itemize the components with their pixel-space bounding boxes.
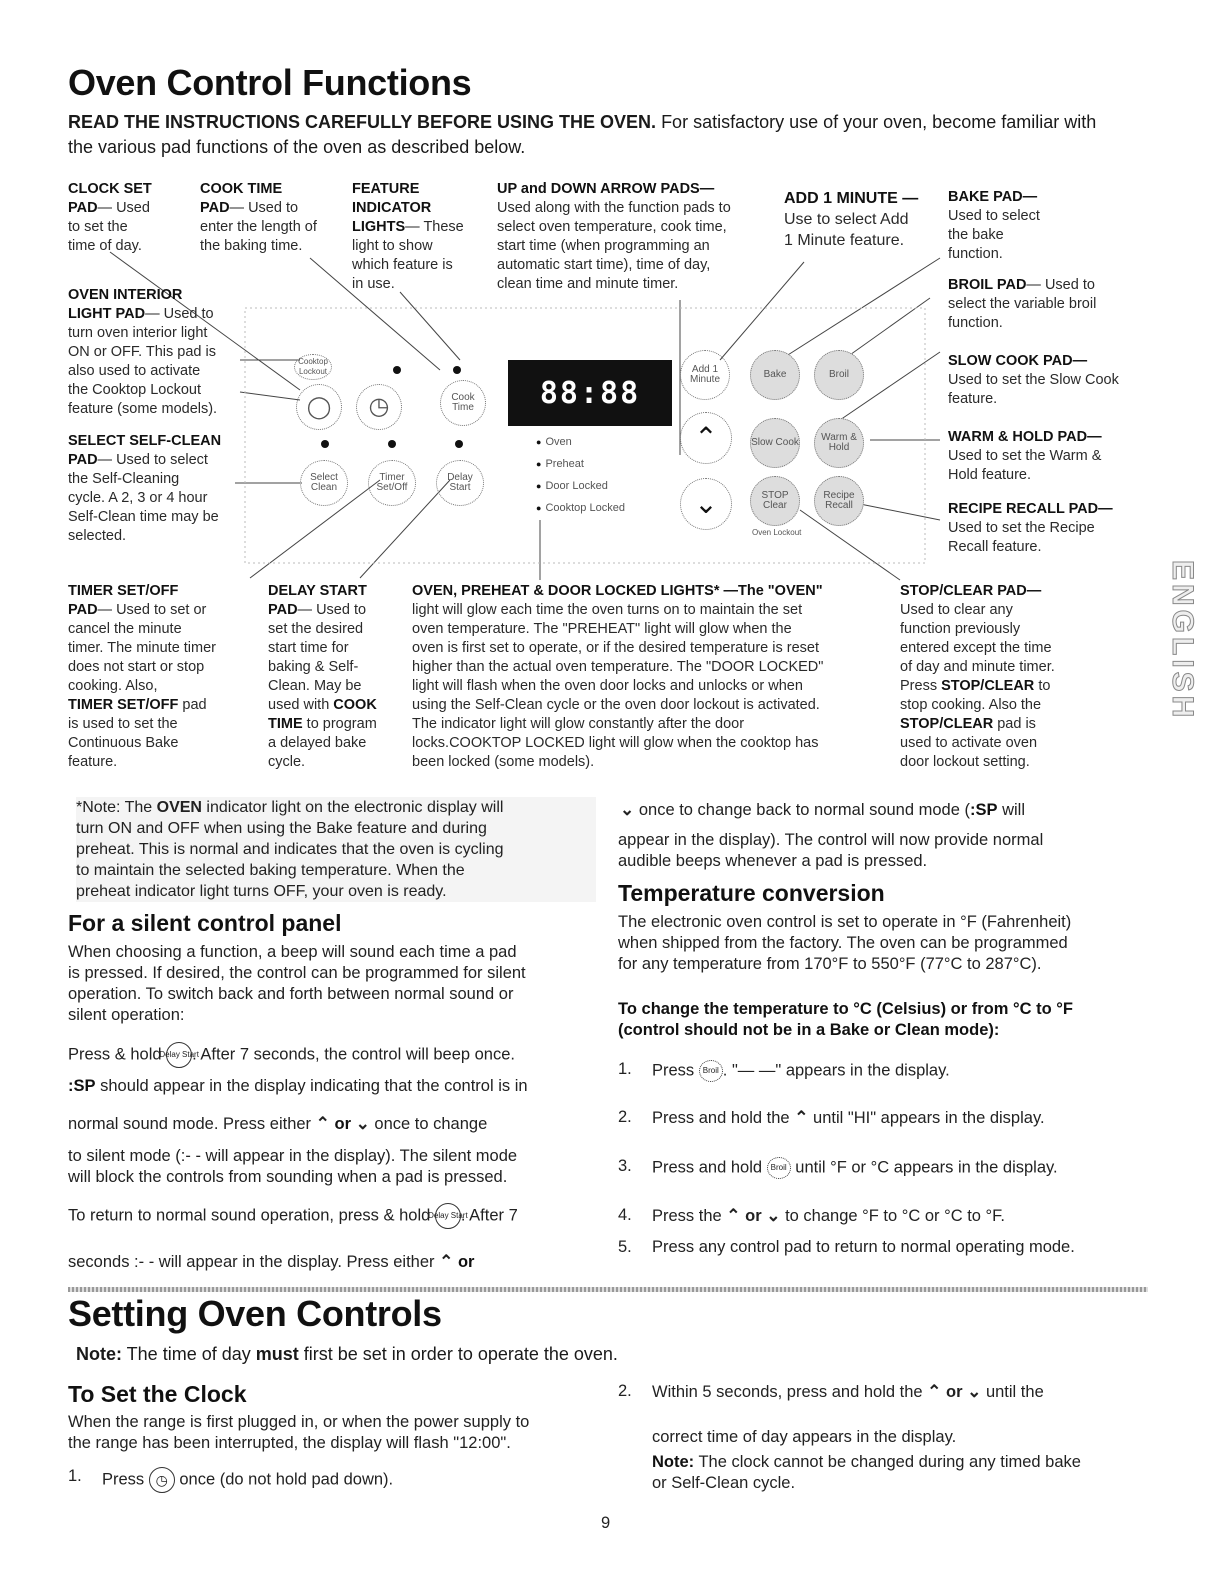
silent-para0: When choosing a function, a beep will sound each time a pad — [68, 943, 517, 961]
timer-after-bold: pad — [178, 697, 207, 713]
label-lights — [412, 582, 892, 772]
clock-note-label: Note: — [652, 1453, 695, 1471]
step-text: Press any control pad to return to normal operating mode. — [652, 1238, 1075, 1256]
clock-step-1 — [68, 1467, 588, 1493]
label-clock-set — [68, 180, 188, 256]
timer-text2-0: is used to set the — [68, 716, 178, 732]
lights-line1: oven temperature. The "PREHEAT" light will glow when the — [412, 621, 792, 637]
temp-para2: for any temperature from 170°F to 550°F (77°C to 287°C). — [618, 955, 1042, 973]
warm-hold-pad[interactable]: Warm & Hold — [814, 418, 864, 468]
lights-line8: been locked (some models). — [412, 754, 595, 770]
timer-bold: TIMER SET/OFF — [68, 697, 179, 713]
leader-feature — [400, 292, 460, 360]
broil-text2: function. — [948, 315, 1003, 331]
temp-para — [618, 912, 1158, 975]
arrows-head: UP and DOWN ARROW PADS— — [497, 181, 715, 197]
stop-text3-1: door lockout setting. — [900, 754, 1030, 770]
clock-icon[interactable]: ◷ — [356, 384, 402, 430]
normal-pre: normal sound mode. Press either — [68, 1115, 312, 1133]
step-pre: Within 5 seconds, press and hold the — [652, 1383, 923, 1401]
return-pre: To return to normal sound operation, press & hold — [68, 1206, 431, 1225]
oven-light-text4: the Cooktop Lockout — [68, 382, 202, 398]
temp-step-2 — [618, 1108, 1158, 1132]
indicator-dot — [453, 366, 461, 374]
bake-text2: the bake — [948, 227, 1004, 243]
sp-rest: should appear in the display indicating that the control is in — [95, 1077, 528, 1095]
self-clean-text0: — Used to select — [97, 452, 208, 468]
broil-head: BROIL PAD — [948, 277, 1027, 293]
add1-text2: 1 Minute feature. — [784, 232, 905, 249]
label-timer — [68, 582, 243, 772]
indicator-oven: ● Oven — [536, 436, 572, 448]
silent-mode-lines — [68, 1146, 598, 1188]
page-number: 9 — [601, 1514, 611, 1532]
step-number: 3. — [618, 1157, 632, 1175]
once-change: once to change — [374, 1115, 488, 1133]
section-divider — [68, 1287, 1148, 1292]
recipe-recall-pad[interactable]: Recipe Recall — [814, 476, 864, 526]
clock-para0: When the range is first plugged in, or when the power supply to — [68, 1413, 530, 1431]
delay-text4: Clean. May be — [268, 678, 362, 694]
press-hold-text: Press & hold — [68, 1045, 162, 1064]
step-post: once (do not hold pad down). — [179, 1470, 394, 1489]
delay-start-pad[interactable]: Delay Start — [436, 460, 484, 506]
or-text: or — [457, 1253, 475, 1271]
silent-seconds-line — [68, 1251, 474, 1273]
intro-bold: READ THE INSTRUCTIONS CAREFULLY BEFORE USING THE OVEN. — [68, 112, 657, 132]
setting-note-label: Note: — [76, 1344, 122, 1364]
timer-text2-2: feature. — [68, 754, 118, 770]
silent-sp-line — [68, 1076, 528, 1097]
warm-hold-text1: Hold feature. — [948, 467, 1032, 483]
after-7-text: . After 7 seconds, the control will beep once. — [192, 1045, 515, 1064]
step-number: 2. — [618, 1382, 632, 1400]
up-chevron-icon: ⌃ — [439, 1252, 454, 1271]
step-or: or — [946, 1383, 963, 1401]
bake-head: BAKE PAD— — [948, 189, 1038, 205]
sp-bold: :SP — [68, 1077, 96, 1095]
select-clean-pad[interactable]: Select Clean — [300, 460, 348, 506]
broil-text0: — Used to — [1026, 277, 1095, 293]
timer-head: TIMER SET/OFF — [68, 583, 179, 599]
broil-pad[interactable]: Broil — [814, 350, 864, 400]
clock-step-2-cont — [652, 1427, 1162, 1494]
setting-note-pre: The time of day — [122, 1344, 256, 1364]
down-chevron-icon: ⌄ — [766, 1206, 781, 1225]
indicator-cooktop-locked: ● Cooktop Locked — [536, 502, 625, 514]
label-stop — [900, 582, 1090, 772]
intro-rest: For satisfactory use of your oven, become familiar with — [656, 112, 1097, 132]
step-pre: Press and hold — [652, 1158, 763, 1177]
temp-bold0: To change the temperature to °C (Celsius) or from °C to °F — [618, 1000, 1073, 1018]
display: 88:88 — [508, 360, 672, 426]
step-post: until "HI" appears in the display. — [813, 1109, 1045, 1127]
seconds-line: seconds :- - will appear in the display. Press either — [68, 1253, 435, 1271]
self-clean-text1: the Self-Cleaning — [68, 471, 180, 487]
add-minute-pad[interactable]: Add 1 Minute — [680, 350, 730, 400]
note-line3: preheat indicator light turns OFF, your oven is ready. — [76, 883, 447, 900]
clock-para — [68, 1412, 608, 1454]
light-bulb-icon[interactable]: ◯ — [296, 384, 342, 430]
indicator-dot — [321, 440, 329, 448]
label-delay — [268, 582, 408, 772]
temp-bold1: (control should not be in a Bake or Clean mode): — [618, 1021, 1000, 1039]
stop-text0: Used to clear any — [900, 602, 1013, 618]
delay-text1: set the desired — [268, 621, 364, 637]
stop-head: STOP/CLEAR PAD— — [900, 583, 1042, 599]
temp-step-3 — [618, 1157, 1158, 1181]
arrows-text3: start time (when programming an — [497, 238, 710, 254]
delay-head2: PAD — [268, 602, 298, 618]
temp-step-1 — [618, 1060, 1158, 1084]
indicator-dot — [388, 440, 396, 448]
step-pre: Press and hold the — [652, 1109, 790, 1127]
lights-line2: oven is first set to operate, or if the desired temperature is reset — [412, 640, 819, 656]
clock-set-head2: PAD — [68, 200, 98, 216]
clock-set-text3: time of day. — [68, 238, 142, 254]
timer-head2: PAD — [68, 602, 98, 618]
timer-text2-1: Continuous Bake — [68, 735, 179, 751]
label-slow-cook — [948, 352, 1158, 409]
label-oven-light — [68, 286, 243, 419]
step2-line2: correct time of day appears in the display. — [652, 1428, 957, 1446]
arrows-text4: automatic start time), time of day, — [497, 257, 711, 273]
add1-text1: Use to select Add — [784, 211, 909, 228]
silent-press-hold — [68, 1042, 515, 1068]
lights-line3: higher than the actual oven temperature. The "DOOR LOCKED" — [412, 659, 824, 675]
silent-return-line — [68, 1203, 518, 1229]
step-number: 1. — [68, 1467, 82, 1485]
clock-set-head: CLOCK SET — [68, 181, 152, 197]
arrows-text5: clean time and minute timer. — [497, 276, 679, 292]
stop-post2: pad is — [993, 716, 1036, 732]
note-bold: OVEN — [156, 799, 202, 816]
clock-set-text1: — Used — [97, 200, 150, 216]
setting-note-post: first be set in order to operate the oven. — [298, 1344, 618, 1364]
oven-light-text0: — Used to — [145, 306, 214, 322]
leader-bake — [780, 258, 940, 360]
silent-para1: is pressed. If desired, the control can be programmed for silent — [68, 964, 526, 982]
indicator-dot — [393, 366, 401, 374]
step-number: 5. — [618, 1238, 632, 1256]
language-side-tab: ENGLISH — [1166, 560, 1199, 722]
step-post: . "— —" appears in the display. — [722, 1061, 950, 1080]
feature-text3: which feature is — [352, 257, 453, 273]
delay-time-bold: TIME — [268, 716, 303, 732]
timer-pad[interactable]: Timer Set/Off — [368, 460, 416, 506]
lights-line4: light will flash when the oven door locks and unlocks or when — [412, 678, 803, 694]
bake-pad[interactable]: Bake — [750, 350, 800, 400]
arrows-text1: Used along with the function pads to — [497, 200, 731, 216]
right-once: once to change back to normal sound mode ( — [638, 801, 970, 819]
recipe-text1: Recall feature. — [948, 539, 1042, 555]
setting-note-bold: must — [255, 1344, 299, 1364]
step-pre: Press — [652, 1061, 695, 1080]
label-warm-hold — [948, 428, 1148, 485]
step-pre: Press — [102, 1470, 145, 1489]
delay-text3: baking & Self- — [268, 659, 359, 675]
silent-para3: silent operation: — [68, 1006, 185, 1024]
clock-note-text: The clock cannot be changed during any timed bake — [694, 1453, 1081, 1471]
arrows-text2: select oven temperature, cook time, — [497, 219, 727, 235]
label-broil — [948, 276, 1148, 333]
oven-note — [76, 797, 596, 902]
label-self-clean — [68, 432, 243, 546]
warm-hold-head: WARM & HOLD PAD— — [948, 429, 1102, 445]
delay-text0: — Used to — [297, 602, 367, 618]
bake-text1: Used to select — [948, 208, 1040, 224]
label-arrows — [497, 180, 777, 294]
self-clean-text2: cycle. A 2, 3 or 4 hour — [68, 490, 208, 506]
note-line1: preheat. This is normal and indicates that the oven is cycling — [76, 841, 504, 858]
step-post: to change °F to °C or °C to °F. — [785, 1207, 1005, 1225]
self-clean-text4: selected. — [68, 528, 127, 544]
timer-text4: cooking. Also, — [68, 678, 158, 694]
oven-light-text2: ON or OFF. This pad is — [68, 344, 216, 360]
silent-para — [68, 942, 598, 1026]
lights-line0: light will glow each time the oven turns on to maintain the set — [412, 602, 803, 618]
oven-light-text5: feature (some models). — [68, 401, 218, 417]
label-add1 — [784, 188, 944, 251]
feature-head3: LIGHTS — [352, 219, 406, 235]
self-clean-text3: Self-Clean time may be — [68, 509, 219, 525]
or-text: or — [334, 1115, 351, 1133]
oven-light-text1: turn oven interior light — [68, 325, 208, 341]
broil-pad-icon: Broil — [699, 1060, 723, 1082]
oven-light-head: OVEN INTERIOR — [68, 287, 183, 303]
slow-cook-head: SLOW COOK PAD— — [948, 353, 1088, 369]
delay-cook-pre: used with — [268, 697, 334, 713]
down-chevron-icon[interactable]: ⌄ — [680, 478, 732, 530]
label-bake — [948, 188, 1108, 264]
stop-press-bold: STOP/CLEAR — [941, 678, 1035, 694]
recipe-text0: Used to set the Recipe — [948, 520, 1095, 536]
clock-set-text2: to set the — [68, 219, 128, 235]
right-sp: :SP — [969, 801, 998, 819]
right-line0: appear in the display). The control will now provide normal — [618, 831, 1044, 849]
slow-cook-text1: feature. — [948, 391, 998, 407]
step-pre: Press the — [652, 1207, 722, 1225]
right-will: will — [997, 801, 1025, 819]
down-chevron-icon: ⌄ — [355, 1114, 370, 1133]
self-clean-head: SELECT SELF-CLEAN — [68, 433, 222, 449]
leader-light2 — [240, 392, 300, 400]
bake-text3: function. — [948, 246, 1003, 262]
slow-cook-text0: Used to set the Slow Cook — [948, 372, 1119, 388]
silent-line1: to silent mode (:- - will appear in the display). The silent mode — [68, 1147, 518, 1165]
feature-text2: light to show — [352, 238, 433, 254]
setting-title: Setting Oven Controls — [68, 1293, 442, 1334]
delay-head: DELAY START — [268, 583, 367, 599]
cook-time-head2: PAD — [200, 200, 230, 216]
delay-text2-0: a delayed bake — [268, 735, 367, 751]
stop-text3-0: used to activate oven — [900, 735, 1038, 751]
oven-light-head2: LIGHT PAD — [68, 306, 146, 322]
note-pre: *Note: The — [76, 799, 157, 816]
cook-time-pad[interactable]: Cook Time — [440, 380, 486, 426]
indicator-door-locked: ● Door Locked — [536, 480, 608, 492]
stop-clear-pad[interactable]: STOP Clear — [750, 476, 800, 526]
step-mid: or — [745, 1207, 762, 1225]
temp-para0: The electronic oven control is set to operate in °F (Fahrenheit) — [618, 913, 1072, 931]
silent-right-once — [620, 799, 1025, 821]
lights-head: OVEN, PREHEAT & DOOR LOCKED LIGHTS* —The "OVEN" — [412, 583, 823, 599]
feature-head2: INDICATOR — [352, 200, 432, 216]
silent-line2: will block the controls from sounding when a pad is pressed. — [68, 1168, 508, 1186]
note-line2: to maintain the selected baking temperature. When the — [76, 862, 465, 879]
lights-line7: locks.COOKTOP LOCKED light will glow when the cooktop has — [412, 735, 819, 751]
label-cook-time — [200, 180, 340, 256]
clock-icon: ◷ — [149, 1467, 175, 1493]
up-chevron-icon: ⌃ — [794, 1108, 809, 1127]
oven-light-text3: also used to activate — [68, 363, 201, 379]
silent-right-lines — [618, 830, 1138, 872]
lights-line5: using the Self-Clean cycle or the oven door lockout is activated. — [412, 697, 820, 713]
cook-time-text2: enter the length of — [200, 219, 317, 235]
up-chevron-icon: ⌃ — [726, 1206, 741, 1225]
slow-cook-pad[interactable]: Slow Cook — [750, 418, 800, 468]
feature-text4: in use. — [352, 276, 395, 292]
clock-heading: To Set the Clock — [68, 1381, 247, 1407]
timer-text2: timer. The minute timer — [68, 640, 217, 656]
note-line0: turn ON and OFF when using the Bake feature and during — [76, 820, 487, 837]
delay-text2-1: cycle. — [268, 754, 306, 770]
warm-hold-text0: Used to set the Warm & — [948, 448, 1102, 464]
silent-para2: operation. To switch back and forth between normal sound or — [68, 985, 514, 1003]
setting-note — [76, 1342, 618, 1366]
up-chevron-icon: ⌃ — [927, 1382, 942, 1401]
temp-para1: when shipped from the factory. The oven can be programmed — [618, 934, 1068, 952]
clock-para1: the range has been interrupted, the display will flash "12:00". — [68, 1434, 511, 1452]
silent-heading: For a silent control panel — [68, 910, 342, 936]
lights-line6: The indicator light will glow constantly after the door — [412, 716, 745, 732]
cook-time-text3: the baking time. — [200, 238, 303, 254]
intro-line2: the various pad functions of the oven as described below. — [68, 137, 526, 157]
temp-step-5 — [618, 1238, 1158, 1262]
label-recipe — [948, 500, 1148, 557]
down-chevron-icon: ⌄ — [967, 1382, 982, 1401]
label-feature — [352, 180, 492, 294]
page-title: Oven Control Functions — [68, 62, 472, 103]
stop-text2: entered except the time — [900, 640, 1052, 656]
step-post: until the — [985, 1383, 1044, 1401]
stop-text2: stop cooking. Also the — [900, 697, 1042, 713]
indicator-preheat: ● Preheat — [536, 458, 584, 470]
delay-cook-bold: COOK — [333, 697, 377, 713]
stop-press-post: to — [1034, 678, 1051, 694]
step-post: until °F or °C appears in the display. — [795, 1158, 1058, 1177]
feature-head: FEATURE — [352, 181, 420, 197]
stop-text3: of day and minute timer. — [900, 659, 1055, 675]
delay-time-post: to program — [302, 716, 377, 732]
cook-time-head: COOK TIME — [200, 181, 283, 197]
timer-text1: cancel the minute — [68, 621, 182, 637]
timer-text3: does not start or stop — [68, 659, 205, 675]
step-number: 2. — [618, 1108, 632, 1126]
stop-text1: function previously — [900, 621, 1021, 637]
up-chevron-icon[interactable]: ⌃ — [680, 412, 732, 464]
note-post: indicator light on the electronic display will — [201, 799, 504, 816]
temp-heading: Temperature conversion — [618, 880, 885, 906]
delay-text2: start time for — [268, 640, 349, 656]
clock-step-2 — [618, 1382, 1158, 1406]
timer-text0: — Used to set or — [97, 602, 207, 618]
temp-step-4 — [618, 1206, 1158, 1230]
oven-lockout-pad[interactable]: Oven Lockout — [752, 528, 802, 537]
indicator-dot — [455, 440, 463, 448]
self-clean-head2: PAD — [68, 452, 98, 468]
feature-text1: — These — [405, 219, 464, 235]
temp-bold — [618, 999, 1158, 1041]
cooktop-lockout-pad[interactable]: Cooktop Lockout — [294, 354, 332, 380]
return-post: . After 7 — [460, 1206, 518, 1225]
add1-head: ADD 1 MINUTE — — [784, 190, 919, 207]
stop-bold2: STOP/CLEAR — [900, 716, 994, 732]
up-chevron-icon: ⌃ — [315, 1114, 330, 1133]
down-chevron-icon: ⌄ — [620, 800, 635, 819]
delay-start-icon: Delay Start — [166, 1042, 192, 1068]
broil-pad-icon: Broil — [767, 1157, 791, 1179]
stop-press-pre: Press — [900, 678, 942, 694]
broil-text1: select the variable broil — [948, 296, 1097, 312]
step-number: 1. — [618, 1060, 632, 1078]
right-line1: audible beeps whenever a pad is pressed. — [618, 852, 928, 870]
silent-normal-line — [68, 1113, 487, 1135]
delay-start-icon: Delay Start — [435, 1203, 461, 1229]
recipe-head: RECIPE RECALL PAD— — [948, 501, 1113, 517]
cook-time-text1: — Used to — [229, 200, 299, 216]
clock-note-line2: or Self-Clean cycle. — [652, 1474, 796, 1492]
step-number: 4. — [618, 1206, 632, 1224]
